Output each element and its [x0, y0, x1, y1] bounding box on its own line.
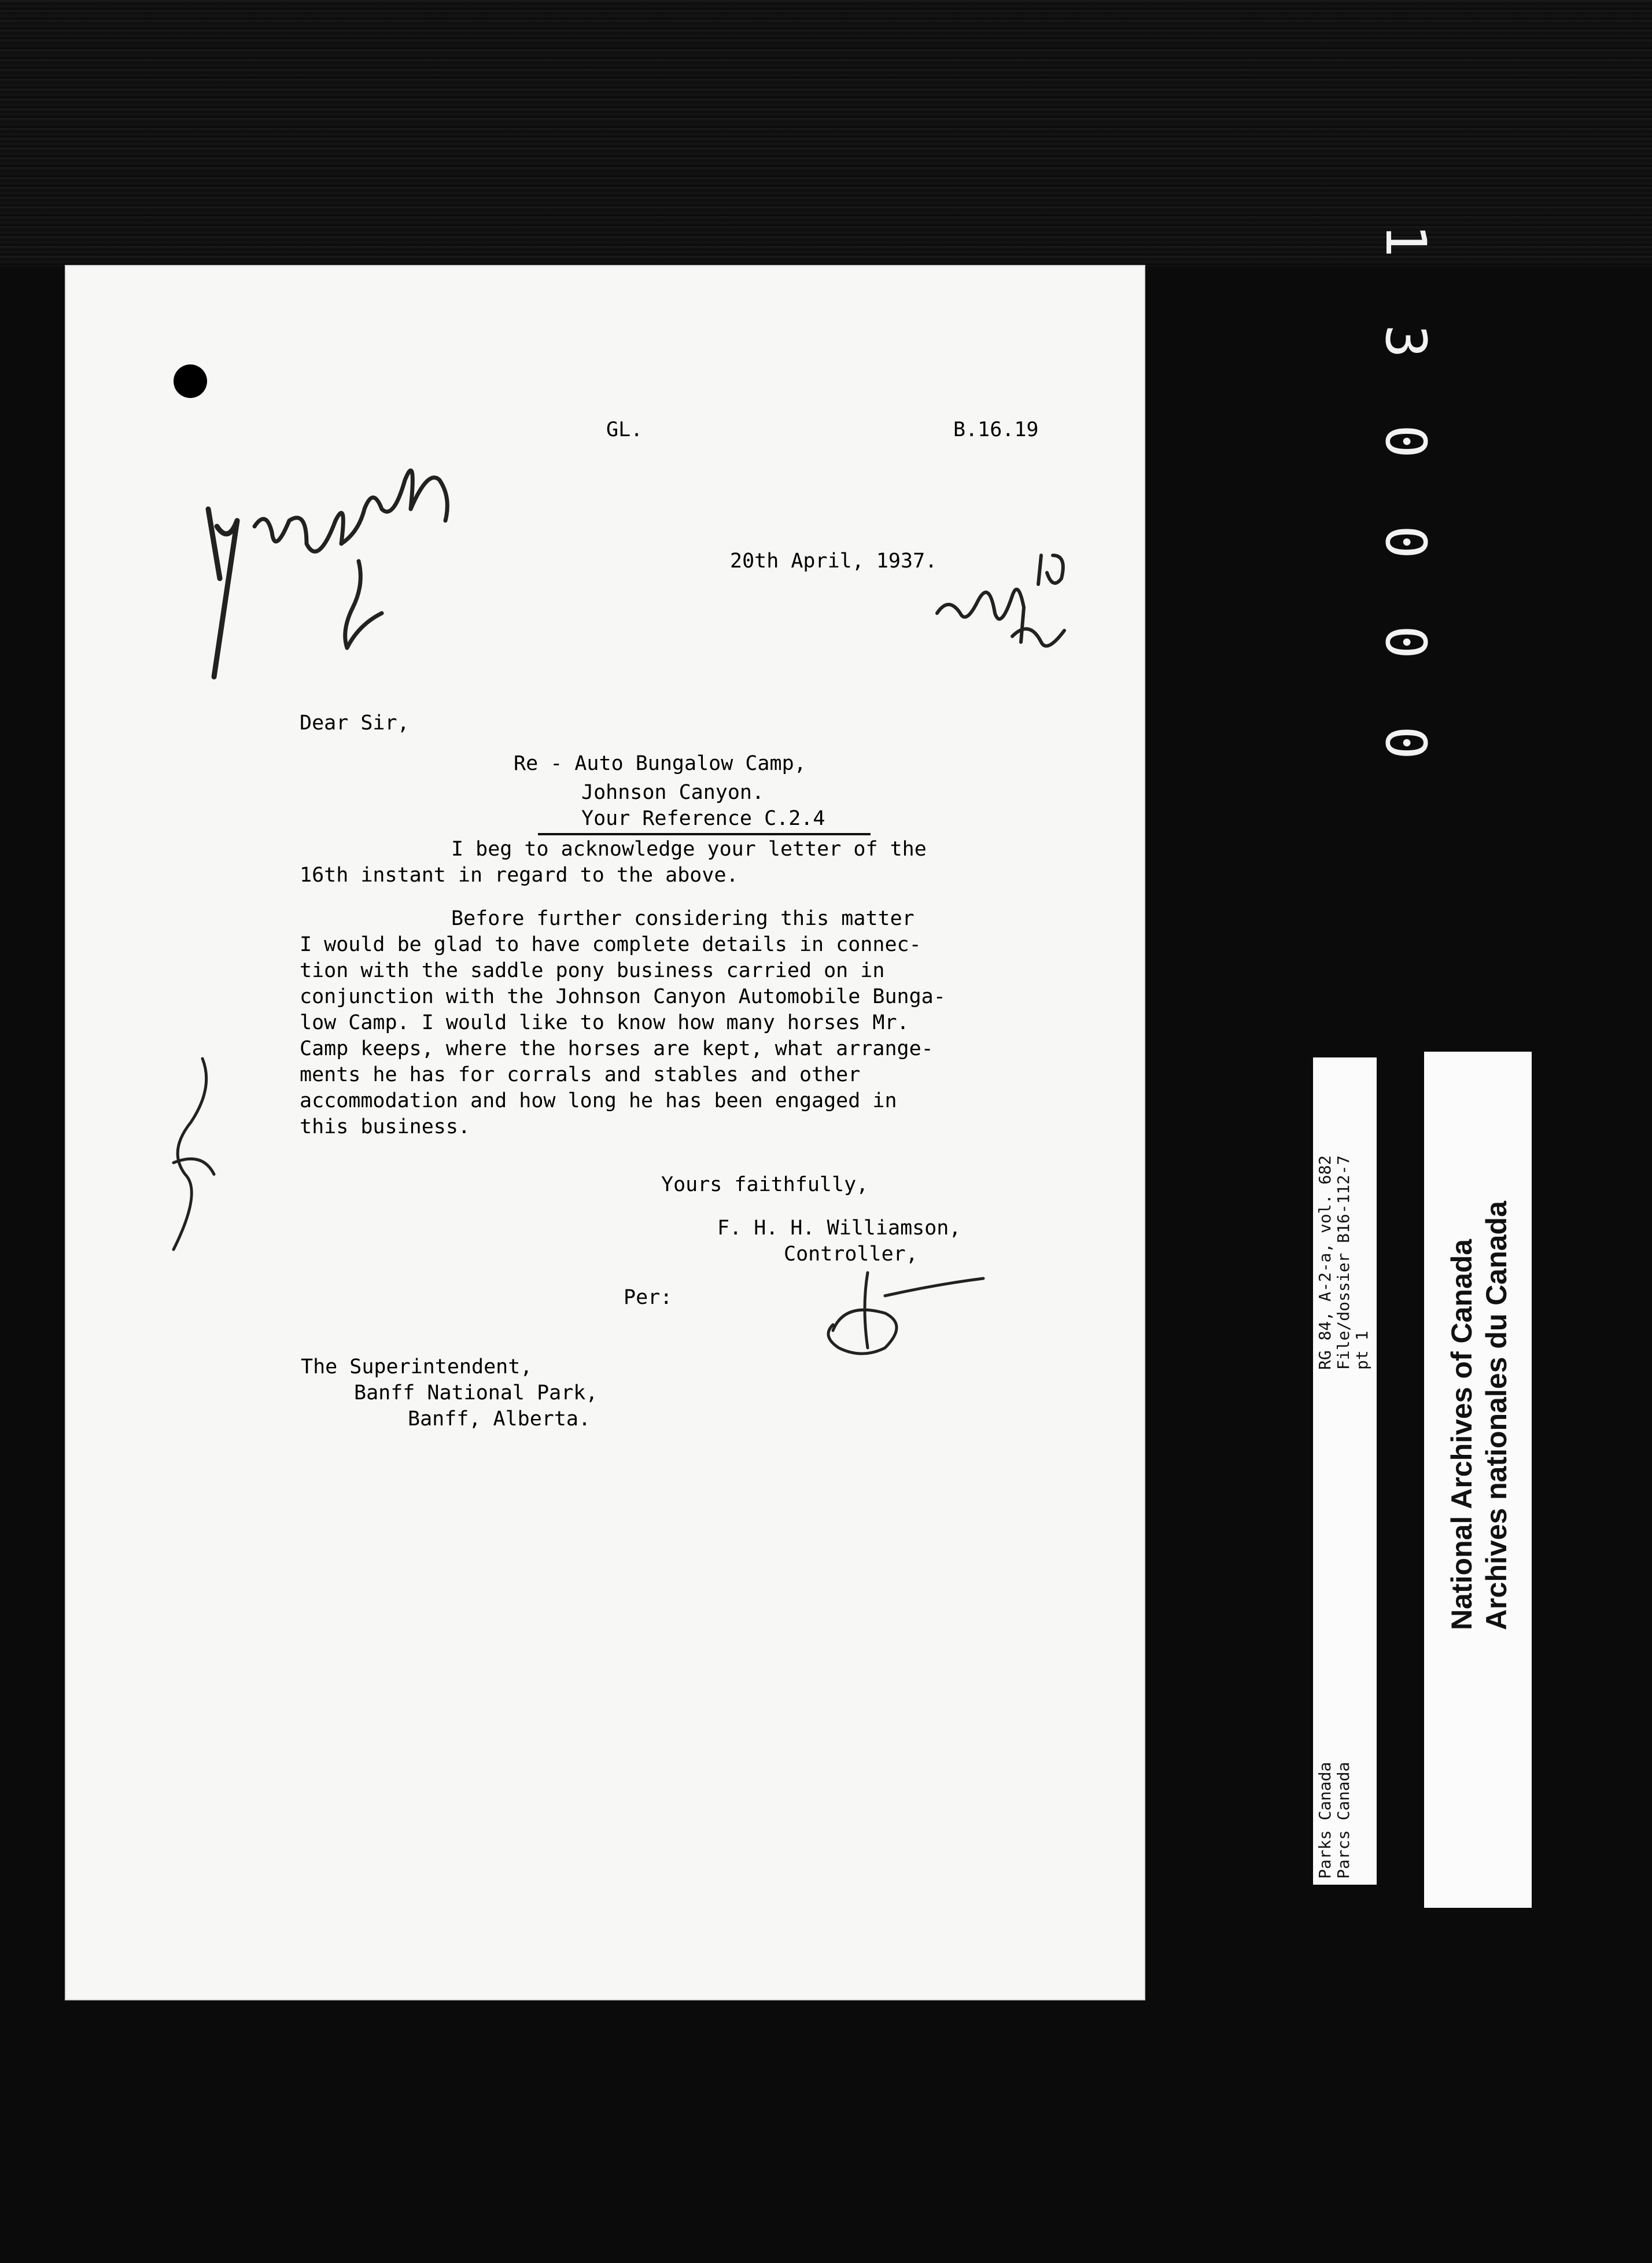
- signature-per-icon: [798, 1261, 995, 1365]
- body-line: tion with the saddle pony business carried on in: [300, 959, 885, 982]
- department-line: Parks Canada: [1315, 1761, 1334, 1879]
- file-code: GL.: [606, 418, 643, 441]
- body-line: accommodation and how long he has been engaged in: [300, 1089, 897, 1112]
- addressee-line: Banff National Park,: [354, 1381, 598, 1405]
- archive-name-label: [1424, 1052, 1532, 1908]
- handwritten-date-note-icon: [925, 532, 1087, 671]
- frame-digit: 0: [1373, 726, 1438, 760]
- body-line: 16th instant in regard to the above.: [300, 864, 739, 887]
- margin-mark-icon: [150, 1035, 243, 1261]
- archive-ref-line: File/dossier B16-112-7: [1334, 1155, 1353, 1370]
- frame-digit: 0: [1373, 425, 1438, 459]
- body-line: ments he has for corrals and stables and other: [300, 1063, 861, 1086]
- archive-ref-line: pt 1: [1352, 1330, 1371, 1370]
- body-line: I beg to acknowledge your letter of the: [451, 838, 927, 861]
- closing: Yours faithfully,: [661, 1173, 869, 1196]
- department-line: Parcs Canada: [1334, 1761, 1353, 1879]
- archive-name-fr: Archives nationales du Canada: [1480, 1201, 1513, 1630]
- archive-name-en: National Archives of Canada: [1446, 1239, 1478, 1630]
- body-line: low Camp. I would like to know how many horses Mr.: [300, 1011, 909, 1034]
- body-line: Before further considering this matter: [451, 907, 915, 930]
- frame-digit: 3: [1373, 324, 1438, 358]
- signatory-name: F. H. H. Williamson,: [717, 1217, 961, 1240]
- frame-digit: 0: [1373, 625, 1438, 659]
- body-line: conjunction with the Johnson Canyon Automobile Bunga-: [300, 985, 946, 1008]
- archive-reference-label: [1313, 1057, 1377, 1885]
- subject-line-3: Your Reference C.2.4: [581, 807, 825, 830]
- microfilm-frame-number: [1373, 208, 1438, 775]
- frame-digit: 1: [1373, 224, 1438, 257]
- salutation: Dear Sir,: [300, 712, 410, 735]
- frame-digit: 0: [1373, 525, 1438, 559]
- signatory-title: Controller,: [784, 1243, 918, 1266]
- subject-line-1: Re - Auto Bungalow Camp,: [514, 752, 806, 775]
- file-reference: B.16.19: [953, 418, 1039, 441]
- body-line: I would be glad to have complete details in connec-: [300, 933, 921, 956]
- archive-ref-line: RG 84, A-2-a, vol. 682: [1315, 1155, 1334, 1370]
- letter-date: 20th April, 1937.: [730, 550, 938, 573]
- addressee-line: The Superintendent,: [301, 1355, 533, 1379]
- handwritten-note-icon: [174, 336, 521, 694]
- subject-line-2: Johnson Canyon.: [581, 781, 765, 804]
- per-label: Per:: [624, 1286, 673, 1309]
- body-line: this business.: [300, 1115, 471, 1138]
- body-line: Camp keeps, where the horses are kept, what arrange-: [300, 1037, 934, 1060]
- addressee-line: Banff, Alberta.: [408, 1407, 591, 1431]
